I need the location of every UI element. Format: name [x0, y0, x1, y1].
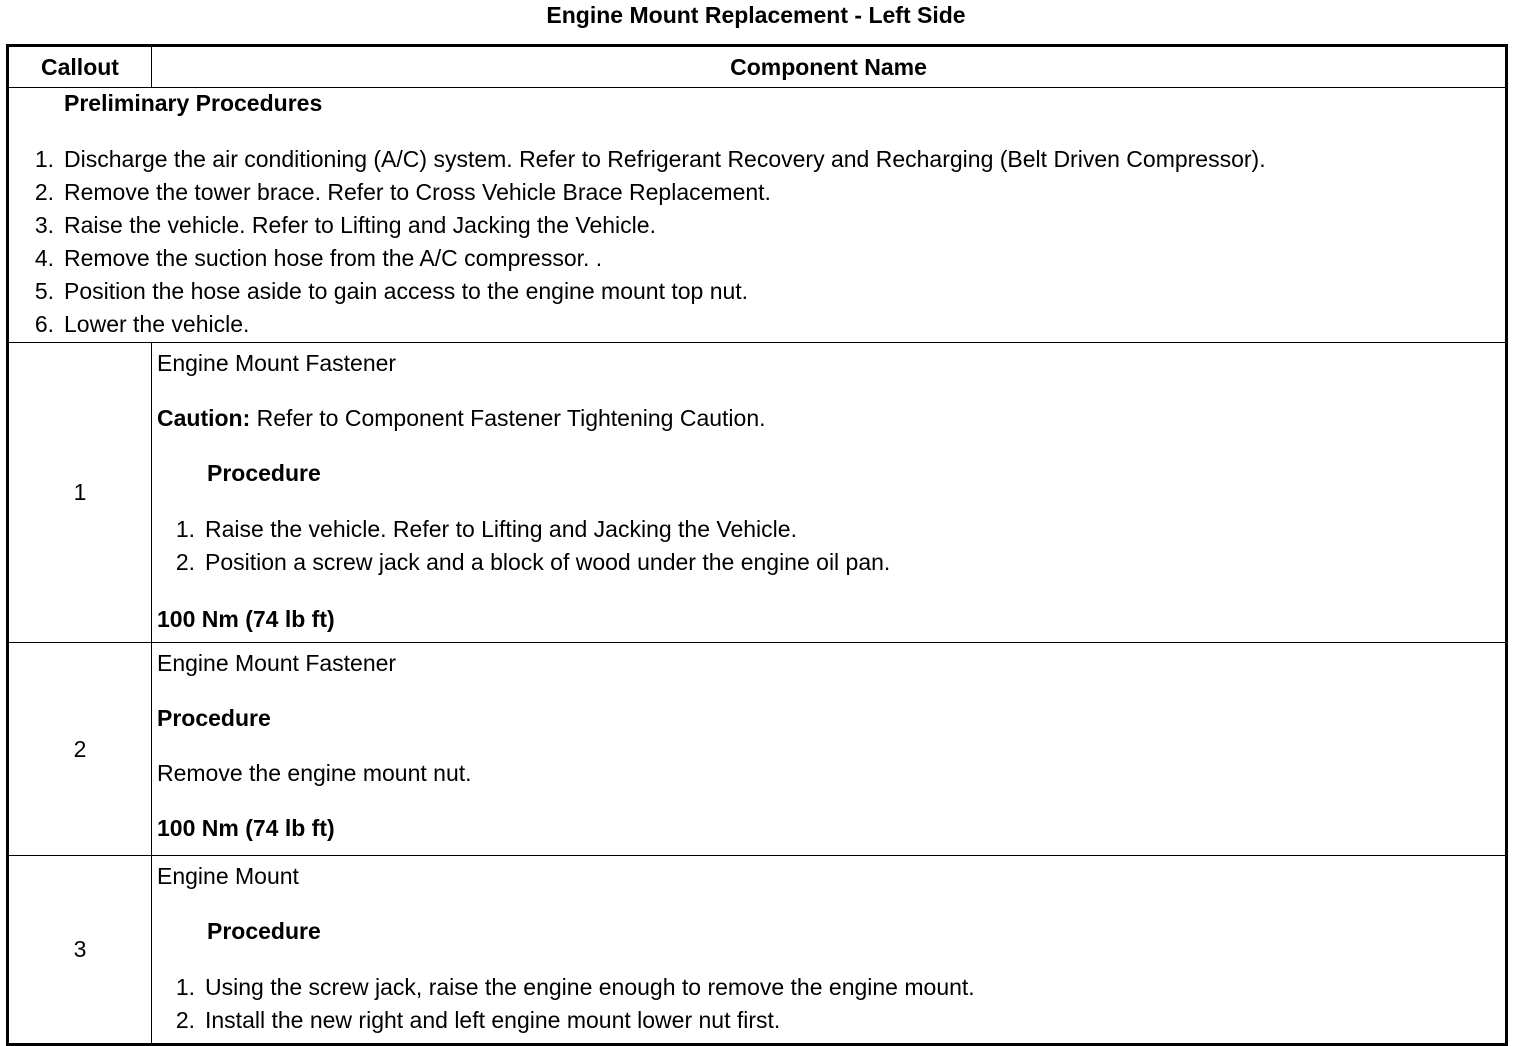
component-name: Engine Mount Fastener: [157, 350, 397, 376]
list-item: [9, 176, 1505, 209]
step-text: Remove the suction hose from the A/C compressor. .: [64, 245, 603, 271]
step-number: 1.: [34, 146, 54, 172]
preliminary-heading: Preliminary Procedures: [64, 90, 323, 116]
step-text: Install the new right and left engine mount lower nut first.: [205, 1007, 781, 1033]
preliminary-cell: [8, 88, 1507, 343]
list-item: [9, 242, 1505, 275]
step-text: Raise the vehicle. Refer to Lifting and Jacking the Vehicle.: [205, 516, 797, 542]
table-row: [8, 643, 1507, 856]
step-number: 1.: [175, 516, 195, 542]
page-title: Engine Mount Replacement - Left Side: [546, 2, 966, 28]
step-text: Position the hose aside to gain access to the engine mount top nut.: [64, 278, 749, 304]
step-text: Using the screw jack, raise the engine enough to remove the engine mount.: [205, 974, 975, 1000]
list-item: [9, 275, 1505, 308]
caution-note: [157, 403, 1505, 433]
callout-cell: 2: [8, 643, 152, 856]
table-row: [8, 343, 1507, 643]
table-row: [8, 856, 1507, 1045]
caution-label: Caution:: [157, 405, 251, 431]
step-number: 2.: [34, 179, 54, 205]
component-cell: [152, 343, 1507, 643]
procedure-steps: [157, 513, 1505, 579]
procedure-heading: Procedure: [207, 460, 321, 486]
list-item: [9, 308, 1505, 341]
step-text: Raise the vehicle. Refer to Lifting and Jacking the Vehicle.: [64, 212, 656, 238]
procedure-table: [6, 44, 1508, 1046]
list-item: [157, 546, 1505, 579]
table-header-row: [8, 46, 1507, 88]
list-item: [9, 143, 1505, 176]
step-number: 3.: [34, 212, 54, 238]
component-column-header: Component Name: [152, 46, 1507, 88]
step-number: 5.: [34, 278, 54, 304]
step-text: Lower the vehicle.: [64, 311, 250, 337]
step-number: 2.: [175, 549, 195, 575]
step-text: Position a screw jack and a block of wood under the engine oil pan.: [205, 549, 891, 575]
component-cell: [152, 643, 1507, 856]
callout-cell: 3: [8, 856, 152, 1045]
caution-text: Refer to Component Fastener Tightening Caution.: [250, 405, 766, 431]
list-item: [157, 1004, 1505, 1037]
component-cell: [152, 856, 1507, 1045]
list-item: [9, 209, 1505, 242]
component-name: Engine Mount: [157, 863, 299, 889]
step-number: 2.: [175, 1007, 195, 1033]
preliminary-steps: [9, 143, 1505, 341]
callout-column-header: Callout: [8, 46, 152, 88]
list-item: [157, 513, 1505, 546]
torque-spec: 100 Nm (74 lb ft): [157, 606, 335, 632]
procedure-heading: Procedure: [207, 918, 321, 944]
preliminary-row: [8, 88, 1507, 343]
list-item: [157, 971, 1505, 1004]
procedure-heading: Procedure: [157, 705, 271, 731]
torque-spec: 100 Nm (74 lb ft): [157, 815, 335, 841]
procedure-steps: [157, 971, 1505, 1037]
step-number: 1.: [175, 974, 195, 1000]
procedure-text: Remove the engine mount nut.: [157, 760, 472, 786]
step-text: Remove the tower brace. Refer to Cross Vehicle Brace Replacement.: [64, 179, 771, 205]
step-number: 4.: [34, 245, 54, 271]
step-text: Discharge the air conditioning (A/C) system. Refer to Refrigerant Recovery and Recharging (Belt Driven Compressor).: [64, 146, 1266, 172]
callout-cell: 1: [8, 343, 152, 643]
step-number: 6.: [34, 311, 54, 337]
component-name: Engine Mount Fastener: [157, 650, 397, 676]
